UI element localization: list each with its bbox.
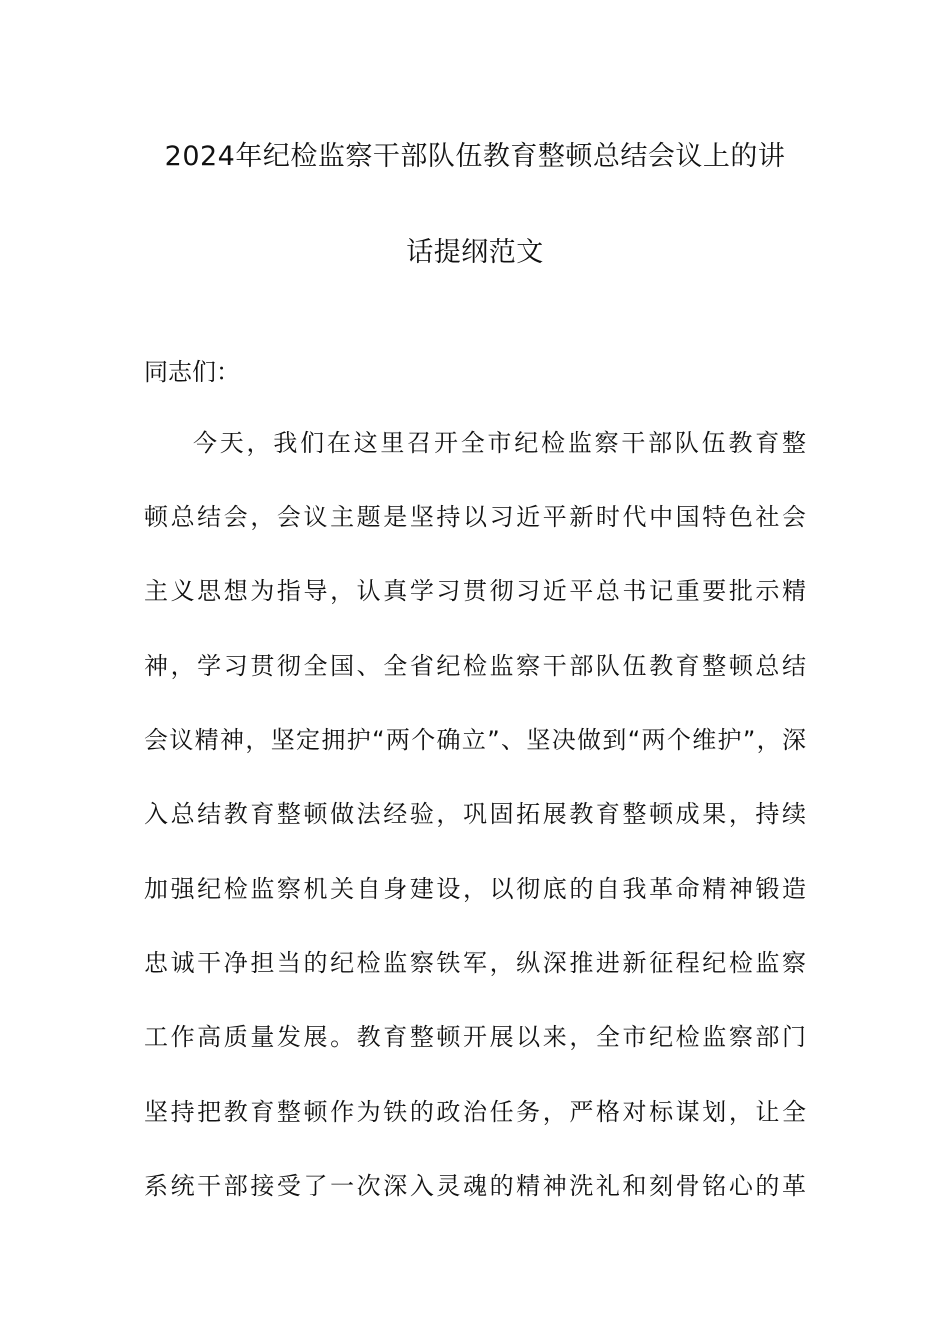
paragraph-line: 工作高质量发展。教育整顿开展以来，全市纪检监察部门 bbox=[144, 1023, 806, 1051]
paragraph-line: 顿总结会，会议主题是坚持以习近平新时代中国特色社会 bbox=[144, 503, 806, 531]
paragraph-line: 今天，我们在这里召开全市纪检监察干部队伍教育整 bbox=[193, 429, 806, 457]
salutation: 同志们： bbox=[144, 358, 240, 386]
paragraph-line: 系统干部接受了一次深入灵魂的精神洗礼和刻骨铭心的革 bbox=[144, 1172, 806, 1200]
paragraph-line: 忠诚干净担当的纪检监察铁军，纵深推进新征程纪检监察 bbox=[144, 949, 806, 977]
paragraph-line: 坚持把教育整顿作为铁的政治任务，严格对标谋划，让全 bbox=[144, 1098, 806, 1126]
paragraph-line: 入总结教育整顿做法经验，巩固拓展教育整顿成果，持续 bbox=[144, 800, 806, 828]
document-title-line-1: 2024年纪检监察干部队伍教育整顿总结会议上的讲 bbox=[164, 141, 786, 172]
paragraph-line: 主义思想为指导，认真学习贯彻习近平总书记重要批示精 bbox=[144, 577, 806, 605]
paragraph-line: 会议精神，坚定拥护“两个确立”、坚决做到“两个维护”，深 bbox=[144, 726, 806, 754]
document-title-line-2: 话提纲范文 bbox=[406, 237, 544, 268]
paragraph-line: 神，学习贯彻全国、全省纪检监察干部队伍教育整顿总结 bbox=[144, 652, 806, 680]
paragraph-line: 加强纪检监察机关自身建设，以彻底的自我革命精神锻造 bbox=[144, 875, 806, 903]
